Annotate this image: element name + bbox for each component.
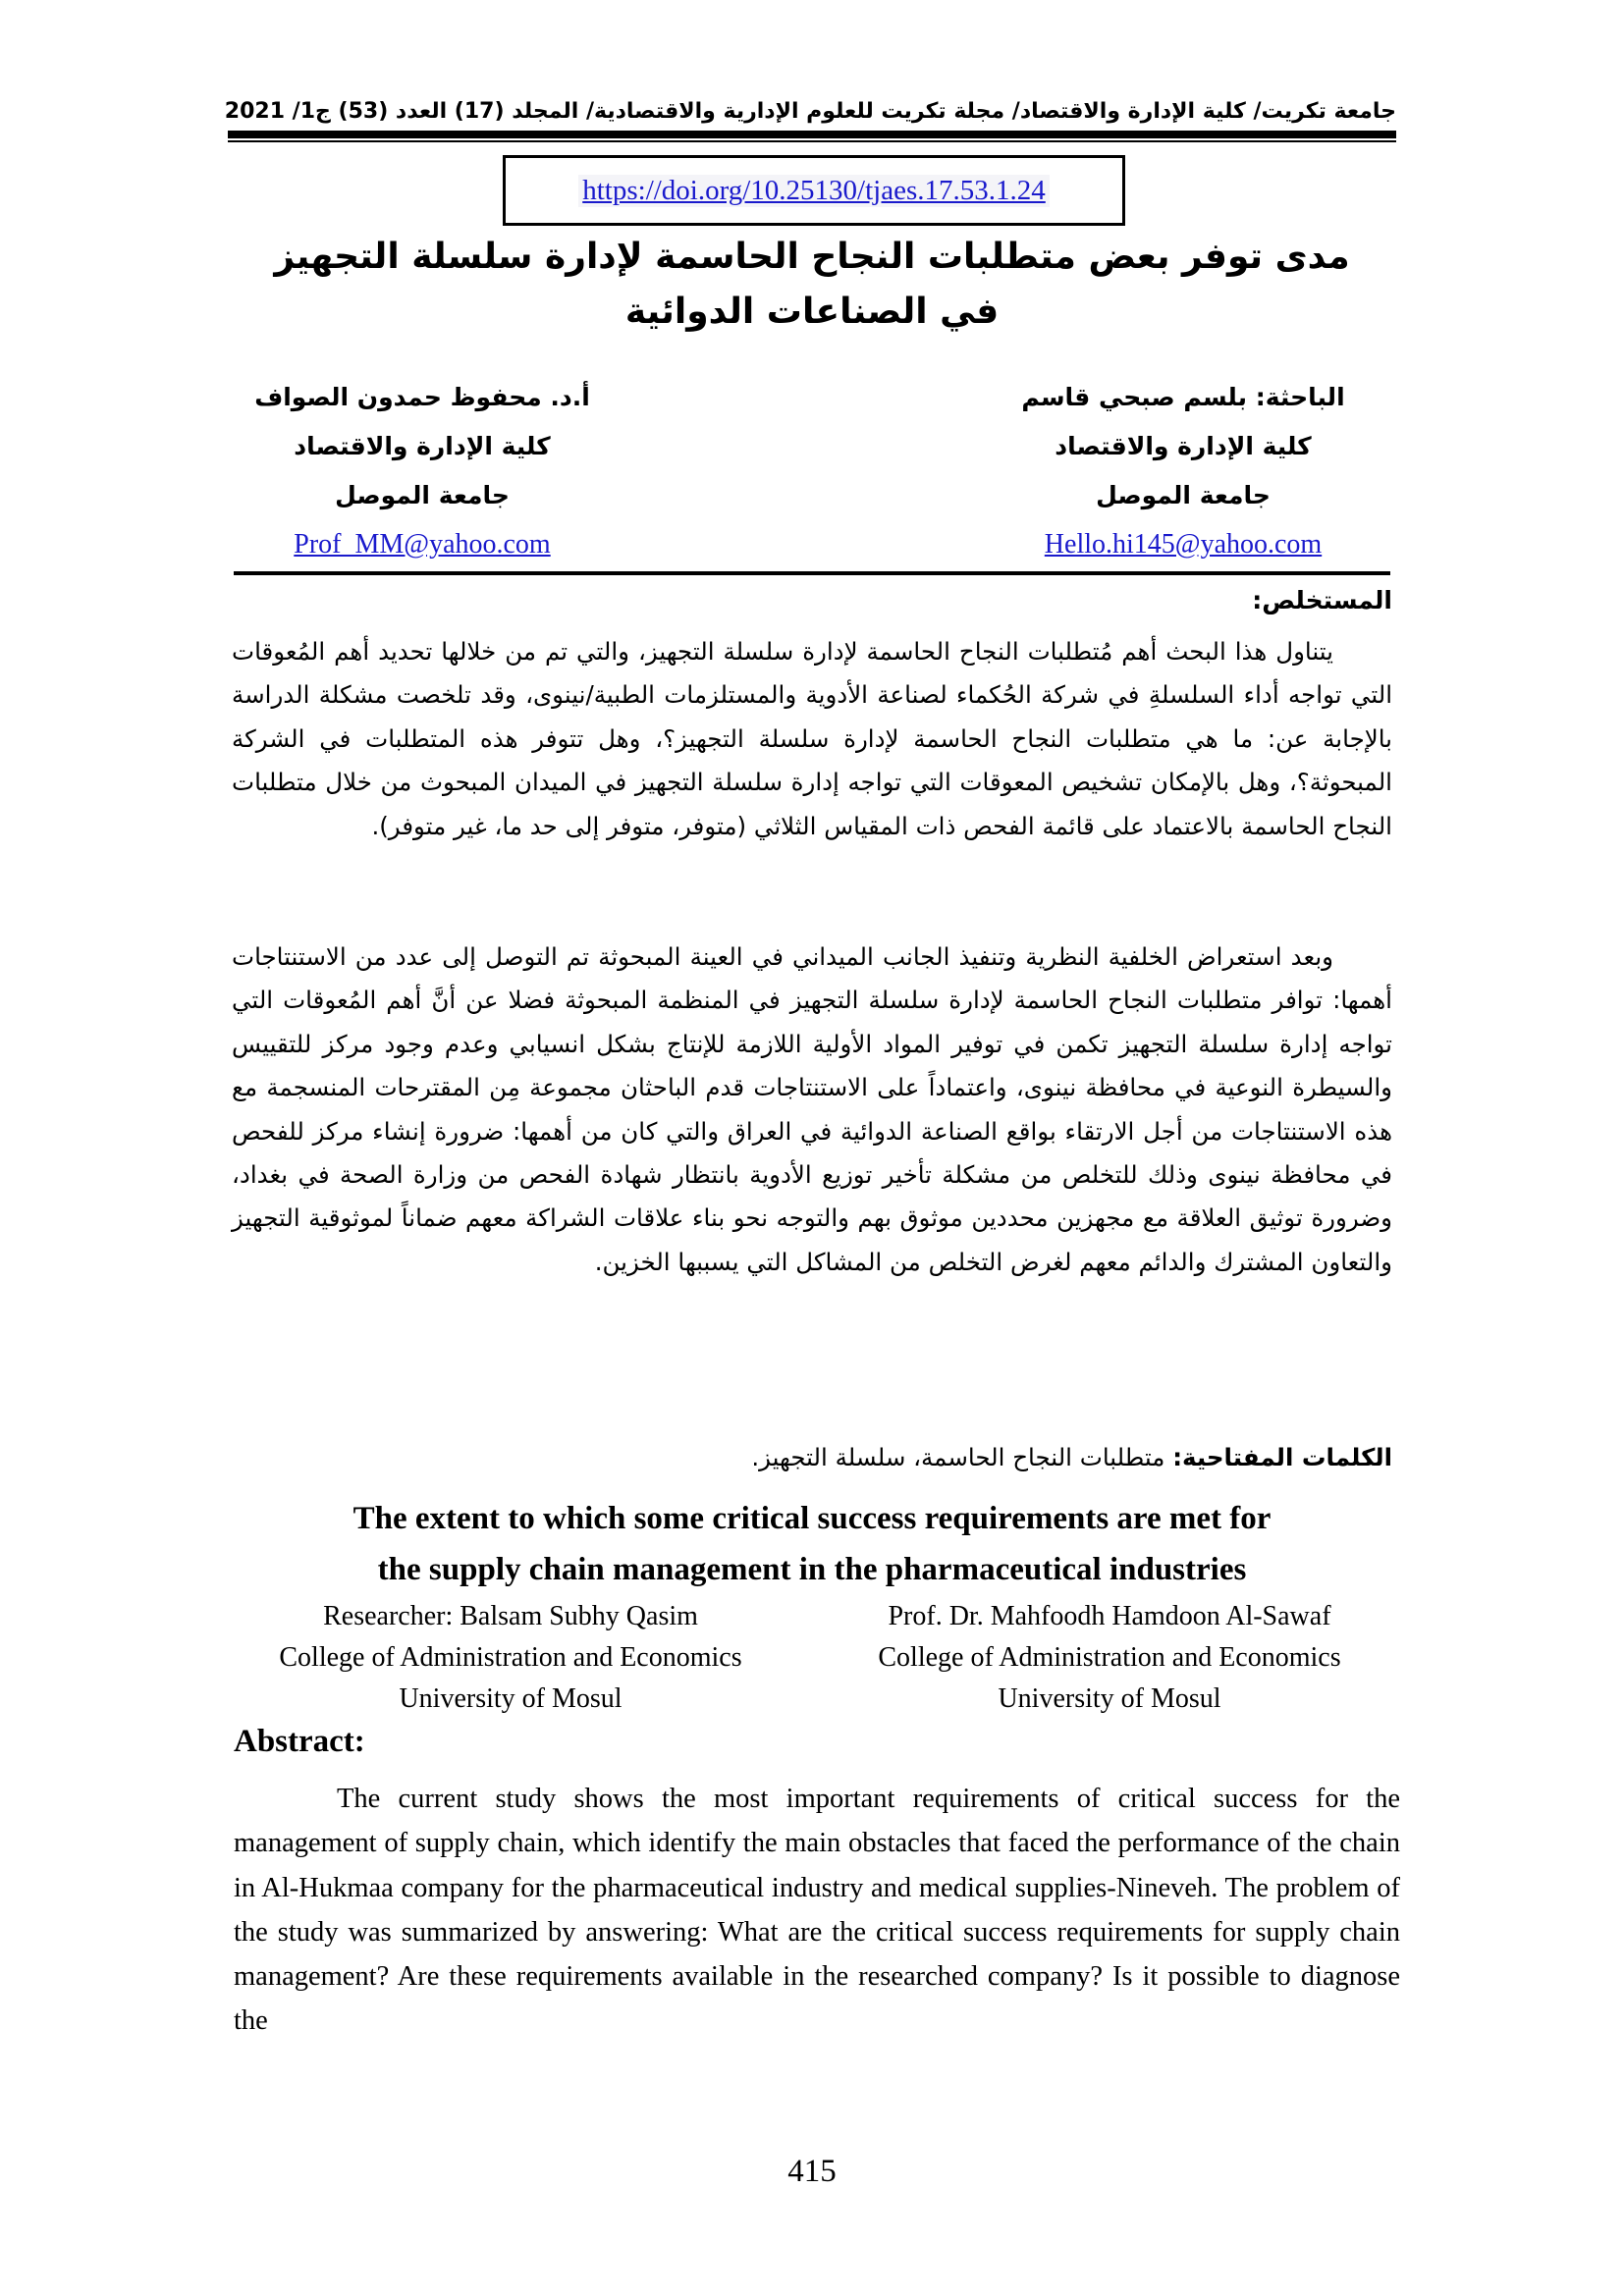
journal-running-header: جامعة تكريت/ كلية الإدارة والاقتصاد/ مجلة تكريت للعلوم الإدارية والاقتصادية/ المجلد (17) العدد (53) ج1/ 2021 <box>224 99 1396 124</box>
arabic-title-line-1: مدى توفر بعض متطلبات النجاح الحاسمة لإدارة سلسلة التجهيز <box>274 237 1350 277</box>
author-university: University of Mosul <box>399 1683 623 1714</box>
header-rule-thin <box>228 140 1396 142</box>
english-title-line-1: The extent to which some critical success requirements are met for <box>352 1501 1272 1536</box>
arabic-title-line-2: في الصناعات الدوائية <box>624 292 1000 332</box>
paragraph-text: وبعد استعراض الخلفية النظرية وتنفيذ الجانب الميداني في العينة المبحوثة تم التوصل إلى عدد من الاستنتاجات أهمها: توافر متطلبات النجاح الحاسمة لإدارة سلسلة التجهيز في المنظمة المبحوثة فضلا عن أنَّ أهم المُعوقات التي تواجه إدارة سلسلة التجهيز تكمن في توفير المواد الأولية اللازمة للإنتاج بشكل انسيابي وعدم وجود مركز للتقييس والسيطرة النوعية في محافظة نينوى، واعتماداً على الاستنتاجات قدم الباحثان مجموعة مِن المقترحات المنسجمة مع هذه الاستنتاجات من أجل الارتقاء بواقع الصناعة الدوائية في العراق والتي كان من أهمها: ضرورة إنشاء مركز للفحص في محافظة نينوى وذلك للتخلص من مشكلة تأخير توزيع الأدوية بانتظار شهادة الفحص من وزارة الصحة في بغداد، وضرورة توثيق العلاقة مع مجهزين محددين موثوق بهم والتوجه نحو بناء علاقات الشراكة معهم ضماناً لموثوقية التجهيز والتعاون المشترك والدائم معهم لغرض التخلص من المشاكل التي يسببها الخزين. <box>232 942 1392 1276</box>
author-university: جامعة الموصل <box>1096 481 1271 509</box>
arabic-keywords <box>232 1438 1392 1477</box>
doi-link[interactable]: https://doi.org/10.25130/tjaes.17.53.1.24 <box>578 175 1050 207</box>
author-college: كلية الإدارة والاقتصاد <box>1055 432 1312 460</box>
author-university: جامعة الموصل <box>335 481 510 509</box>
author-college: College of Administration and Economics <box>279 1642 742 1673</box>
author-name: أ.د. محفوظ حمدون الصواف <box>254 383 590 411</box>
arabic-author-1 <box>977 373 1389 569</box>
english-abstract-body <box>234 1777 1400 2044</box>
header-rule-thick <box>228 131 1396 138</box>
authors-divider-rule <box>234 571 1390 575</box>
author-email-link[interactable]: Prof_MM@yahoo.com <box>294 529 551 560</box>
arabic-abstract-paragraph-1 <box>232 630 1392 848</box>
english-author-2 <box>835 1596 1384 1720</box>
author-college: كلية الإدارة والاقتصاد <box>294 432 551 460</box>
author-college: College of Administration and Economics <box>878 1642 1341 1673</box>
keywords-label: الكلمات المفتاحية: <box>1172 1443 1392 1471</box>
keywords-value: متطلبات النجاح الحاسمة، سلسلة التجهيز. <box>751 1443 1165 1471</box>
paragraph-text: يتناول هذا البحث أهم مُتطلبات النجاح الحاسمة لإدارة سلسلة التجهيز، والتي تم من خلالها تحديد أهم المُعوقات التي تواجه أداء السلسلةِ في شركة الحُكماء لصناعة الأدوية والمستلزمات الطبية/نينوى، وقد تلخصت مشكلة الدراسة بالإجابة عن: ما هي متطلبات النجاح الحاسمة لإدارة سلسلة التجهيز؟، وهل تتوفر هذه المتطلبات في الشركة المبحوثة؟، وهل بالإمكان تشخيص المعوقات التي تواجه إدارة سلسلة التجهيز في الميدان المبحوث من خلال متطلبات النجاح الحاسمة بالاعتماد على قائمة الفحص ذات المقياس الثلاثي (متوفر، متوفر إلى حد ما، غير متوفر). <box>232 637 1392 840</box>
arabic-abstract-paragraph-2 <box>232 935 1392 1284</box>
page-number: 415 <box>787 2154 837 2189</box>
author-email-link[interactable]: Hello.hi145@yahoo.com <box>1044 529 1323 560</box>
paragraph-text: The current study shows the most important requirements of critical success for the management of supply chain, which identify the main obstacles that faced the performance of the chain in Al-Hukmaa company for the pharmaceutical industry and medical supplies-Nineveh. The problem of the study was summarized by answering: What are the critical success requirements for supply chain management? Are these requirements available in the researched company? Is it possible to diagnose the <box>234 1784 1400 2037</box>
arabic-author-2 <box>216 373 628 569</box>
doi-box <box>503 155 1125 226</box>
arabic-abstract-heading: المستخلص: <box>1252 586 1392 614</box>
english-abstract-heading: Abstract: <box>234 1724 365 1759</box>
author-name: Prof. Dr. Mahfoodh Hamdoon Al-Sawaf <box>888 1601 1331 1631</box>
author-university: University of Mosul <box>998 1683 1221 1714</box>
english-title-line-2: the supply chain management in the pharmaceutical industries <box>377 1552 1247 1587</box>
author-name: Researcher: Balsam Subhy Qasim <box>323 1601 698 1631</box>
english-author-1 <box>236 1596 785 1720</box>
author-name: الباحثة: بلسم صبحي قاسم <box>1021 383 1345 411</box>
